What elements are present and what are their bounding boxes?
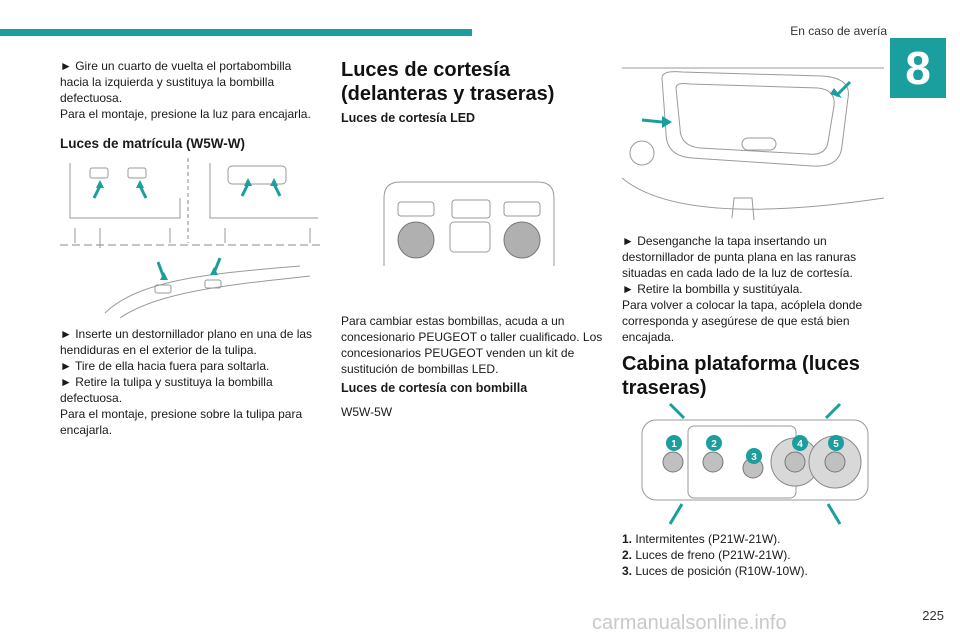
col2-sub2: Luces de cortesía con bombilla (341, 381, 528, 395)
section-title: En caso de avería (790, 24, 887, 38)
col2-title: Luces de cortesía (delanteras y traseras) (341, 59, 555, 105)
col1-heading-wrap (60, 136, 318, 152)
col2-bulb-wrap (341, 404, 603, 420)
callout-2: 2 (711, 439, 717, 450)
watermark: carmanualsonline.info (592, 612, 787, 634)
col1-step-3: ► Retire la tulipa y sustituya la bombilla defectuosa. (60, 375, 273, 405)
callout-3: 3 (751, 452, 757, 463)
col2-text-wrap (341, 313, 603, 377)
chapter-number: 8 (890, 38, 946, 98)
col1-step-2: ► Tire de ella hacia fuera para soltarla. (60, 359, 270, 373)
col1-intro (60, 58, 318, 122)
col2-title-wrap (341, 58, 603, 106)
callout-5: 5 (833, 439, 839, 450)
col3-step-3: Para volver a colocar la tapa, acóplela donde corresponda y asegúrese de que está bien encajada. (622, 298, 863, 344)
col3-step-1: ► Desenganche la tapa insertando un destornillador de punta plana en las ranuras situadas en cada lado de la luz de cortesía. (622, 234, 857, 280)
header-accent-bar (0, 29, 472, 36)
license-plate-illustration (60, 158, 320, 323)
col2-bulb: W5W-5W (341, 405, 393, 419)
col2-text: Para cambiar estas bombillas, acuda a un concesionario PEUGEOT o taller cualificado. Los concesionarios PEUGEOT venden un kit de sustitución de bombillas LED. (341, 314, 603, 376)
legend-item: 3. Luces de posición (R10W-10W). (622, 564, 808, 578)
col2-sub1-wrap (341, 110, 603, 126)
col2-sub2-wrap (341, 380, 603, 396)
col1-p2: Para el montaje, presione la luz para encajarla. (60, 107, 311, 121)
col2-sub1: Luces de cortesía LED (341, 111, 476, 125)
callout-1: 1 (671, 439, 677, 450)
col3-steps (622, 233, 884, 345)
col1-steps (60, 326, 318, 438)
col3-step-2: ► Retire la bombilla y sustitúyala. (622, 282, 803, 296)
col3-title: Cabina plataforma (luces traseras) (622, 353, 860, 399)
courtesy-lamp-bulb-illustration (622, 58, 884, 228)
callout-4: 4 (797, 439, 803, 450)
legend-item: 1. Intermitentes (P21W-21W). (622, 532, 781, 546)
col1-p1: ► Gire un cuarto de vuelta el portabombilla hacia la izquierda y sustituya la bombilla defectuosa. (60, 59, 292, 105)
col1-step-4: Para el montaje, presione sobre la tulipa para encajarla. (60, 407, 303, 437)
legend-item: 2. Luces de freno (P21W-21W). (622, 548, 791, 562)
legend-list (622, 531, 808, 579)
col1-step-1: ► Inserte un destornillador plano en una de las hendiduras en el exterior de la tulipa. (60, 327, 313, 357)
col3-title-wrap (622, 352, 884, 400)
col1-heading: Luces de matrícula (W5W-W) (60, 136, 245, 151)
page-number: 225 (922, 608, 944, 623)
rear-lights-illustration (640, 400, 870, 528)
led-courtesy-light-illustration (380, 178, 558, 268)
